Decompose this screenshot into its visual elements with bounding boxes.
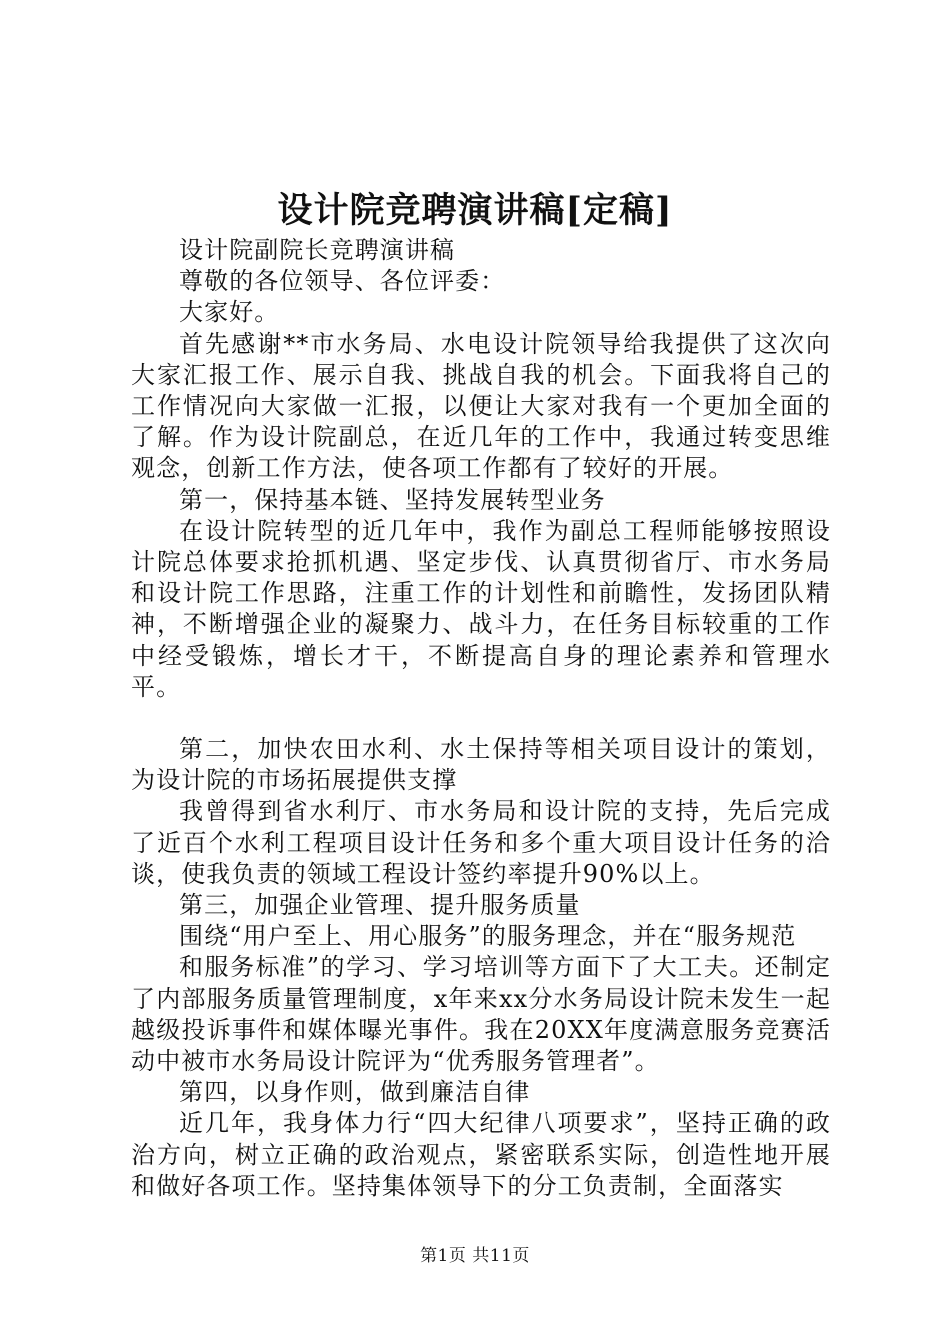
paragraph-section-3a: 围绕“用户至上、用心服务”的服务理念，并在“服务规范 — [179, 922, 797, 951]
paragraph-section-1: 在设计院转型的近几年中，我作为副总工程师能够按照设计院总体要求抢抓机遇、坚定步伐、认真贯彻省厅、市水务局和设计院工作思路，注重工作的计划性和前瞻性，发扬团队精神，不断增强企业的凝聚力、战斗力，在任务目标较重的工作中经受锻炼，增长才干，不断提高自身的理论素养和管理水平。 — [131, 516, 831, 701]
section-heading-2: 第二，加快农田水利、水土保持等相关项目设计的策划，为设计院的市场拓展提供支撑 — [131, 735, 831, 795]
paragraph-section-4: 近几年，我身体力行“四大纪律八项要求”，坚持正确的政治方向，树立正确的政治观点，紧密联系实际，创造性地开展和做好各项工作。坚持集体领导下的分工负责制，全面落实 — [131, 1109, 831, 1200]
paragraph-intro: 首先感谢**市水务局、水电设计院领导给我提供了这次向大家汇报工作、展示自我、挑战自我的机会。下面我将自己的工作情况向大家做一汇报，以便让大家对我有一个更加全面的了解。作为设计院副总，在近几年的工作中，我通过转变思维观念，创新工作方法，使各项工作都有了较好的开展。 — [131, 329, 831, 483]
paragraph-greeting: 大家好。 — [179, 298, 280, 327]
paragraph-section-3b: 和服务标准”的学习、学习培训等方面下了大工夫。还制定了内部服务质量管理制度，x年来xx分水务局设计院未发生一起越级投诉事件和媒体曝光事件。我在20XX年度满意服务竞赛活动中被市水务局设计院评为“优秀服务管理者”。 — [131, 953, 831, 1076]
section-heading-3: 第三，加强企业管理、提升服务质量 — [179, 891, 581, 920]
paragraph-salutation: 尊敬的各位领导、各位评委： — [179, 267, 506, 296]
paragraph-section-2: 我曾得到省水利厅、市水务局和设计院的支持，先后完成了近百个水利工程项目设计任务和多个重大项目设计任务的洽谈，使我负责的领域工程设计签约率提升90%以上。 — [131, 797, 831, 888]
section-heading-4: 第四，以身作则，做到廉洁自律 — [179, 1078, 531, 1107]
paragraph-subtitle: 设计院副院长竞聘演讲稿 — [179, 236, 456, 264]
document-body — [131, 235, 831, 1202]
document-title: 设计院竞聘演讲稿[定稿] — [277, 190, 673, 231]
blank-line — [131, 703, 831, 734]
page-footer: 第1页 共11页 — [420, 1246, 530, 1266]
section-heading-1: 第一，保持基本链、坚持发展转型业务 — [179, 485, 606, 514]
